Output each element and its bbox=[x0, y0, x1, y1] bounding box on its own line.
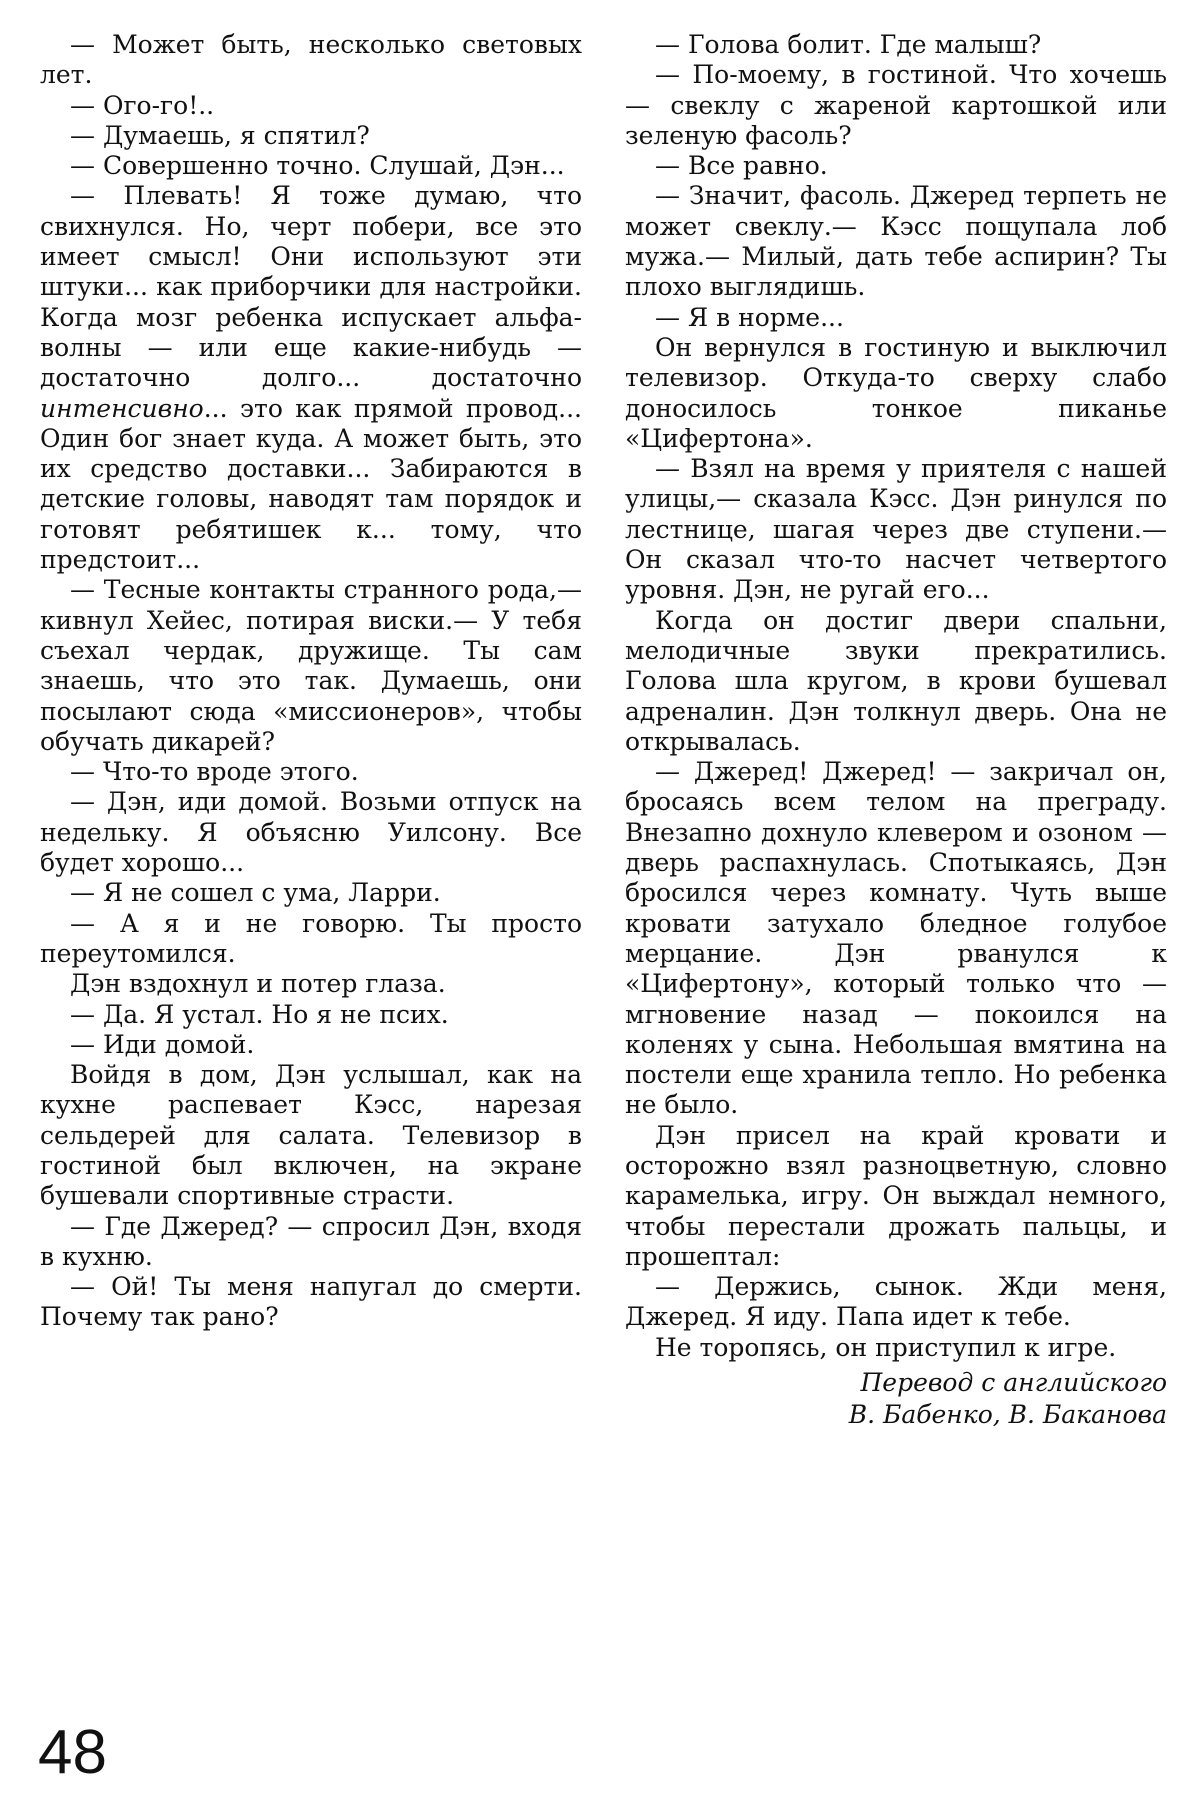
paragraph: — Дэн, иди домой. Возьми отпуск на недельку. Я объясню Уилсону. Все будет хорошо... bbox=[40, 787, 582, 878]
right-column bbox=[625, 30, 1167, 1431]
paragraph: Дэн присел на край кровати и осторожно взял разноцветную, словно карамелька, игру. Он выждал немного, чтобы перестали дрожать пальцы, и прошептал: bbox=[625, 1120, 1167, 1271]
paragraph: Когда он достиг двери спальни, мелодичные звуки прекратились. Голова шла кругом, в крови бушевал адреналин. Дэн толкнул дверь. Она не открывалась. bbox=[625, 605, 1167, 756]
italic-word: интенсивно bbox=[40, 393, 204, 423]
paragraph: — Иди домой. bbox=[70, 1029, 255, 1059]
paragraph: — Все равно. bbox=[655, 151, 828, 181]
page-number: 48 bbox=[38, 1718, 107, 1787]
paragraph: — Голова болит. Где малыш? bbox=[655, 30, 1042, 59]
left-column bbox=[40, 30, 582, 1333]
paragraph: Не торопясь, он приступил к игре. bbox=[655, 1332, 1117, 1362]
paragraph: — Тесные контакты странного рода,— кивнул Хейес, потирая виски.— У тебя съехал чердак, дружище. Ты сам знаешь, что это так. Думаешь, они посылают сюда «миссионеров», чтобы обучать дикарей? bbox=[40, 575, 582, 756]
paragraph-text-continued: ... это как прямой провод... Один бог знает куда. А может быть, это их средство доставки... Забираются в детские головы, наводят там порядок и готовят ребятишек к... тому, что предстоит... bbox=[40, 393, 582, 575]
translation-credit bbox=[625, 1367, 1167, 1431]
credit-line: Перевод с английского bbox=[860, 1368, 1167, 1398]
paragraph: — Держись, сынок. Жди меня, Джеред. Я иду. Папа идет к тебе. bbox=[625, 1272, 1167, 1332]
paragraph: — Думаешь, я спятил? bbox=[70, 120, 370, 150]
paragraph: — Где Джеред? — спросил Дэн, входя в кухню. bbox=[40, 1211, 582, 1271]
paragraph: — Может быть, несколько световых лет. bbox=[40, 30, 582, 90]
paragraph: — Ой! Ты меня напугал до смерти. Почему так рано? bbox=[40, 1272, 582, 1332]
paragraph-text: — Плевать! Я тоже думаю, что свихнулся. Но, черт побери, все это имеет смысл! Они используют эти штуки... как приборчики для настройки. Когда мозг ребенка испускает альфа-волны — или еще какие-нибудь — достаточно долго... достаточно bbox=[40, 181, 582, 393]
paragraph: — Совершенно точно. Слушай, Дэн... bbox=[70, 151, 565, 181]
paragraph: — Что-то вроде этого. bbox=[70, 757, 359, 787]
paragraph: — Взял на время у приятеля с нашей улицы,— сказала Кэсс. Дэн ринулся по лестнице, шагая через две ступени.— Он сказал что-то насчет четвертого уровня. Дэн, не ругай его... bbox=[625, 454, 1167, 605]
paragraph-with-italic bbox=[40, 181, 582, 575]
paragraph: — Я в норме... bbox=[655, 302, 844, 332]
paragraph: Дэн вздохнул и потер глаза. bbox=[70, 969, 446, 999]
paragraph: — Да. Я устал. Но я не псих. bbox=[70, 999, 449, 1029]
paragraph: Войдя в дом, Дэн услышал, как на кухне распевает Кэсс, нарезая сельдерей для салата. Телевизор в гостиной был включен, на экране бушевали спортивные страсти. bbox=[40, 1060, 582, 1211]
paragraph: — А я и не говорю. Ты просто переутомился. bbox=[40, 908, 582, 968]
paragraph: — Джеред! Джеред! — закричал он, бросаясь всем телом на преграду. Внезапно дохнуло клевером и озоном — дверь распахнулась. Спотыкаясь, Дэн бросился через комнату. Чуть выше кровати затухало бледное голубое мерцание. Дэн рванулся к «Цифертону», который только что — мгновение назад — покоился на коленях у сына. Небольшая вмятина на постели еще хранила тепло. Но ребенка не было. bbox=[625, 757, 1167, 1120]
paragraph: — Значит, фасоль. Джеред терпеть не может свеклу.— Кэсс пощупала лоб мужа.— Милый, дать тебе аспирин? Ты плохо выглядишь. bbox=[625, 181, 1167, 302]
credit-translators: В. Бабенко, В. Баканова bbox=[848, 1400, 1167, 1430]
paragraph: — Ого-го!.. bbox=[70, 90, 215, 120]
paragraph: — Я не сошел с ума, Ларри. bbox=[70, 878, 441, 908]
paragraph: Он вернулся в гостиную и выключил телевизор. Откуда-то сверху слабо доносилось тонкое пиканье «Цифертона». bbox=[625, 332, 1167, 453]
paragraph: — По-моему, в гостиной. Что хочешь — свеклу с жареной картошкой или зеленую фасоль? bbox=[625, 60, 1167, 150]
